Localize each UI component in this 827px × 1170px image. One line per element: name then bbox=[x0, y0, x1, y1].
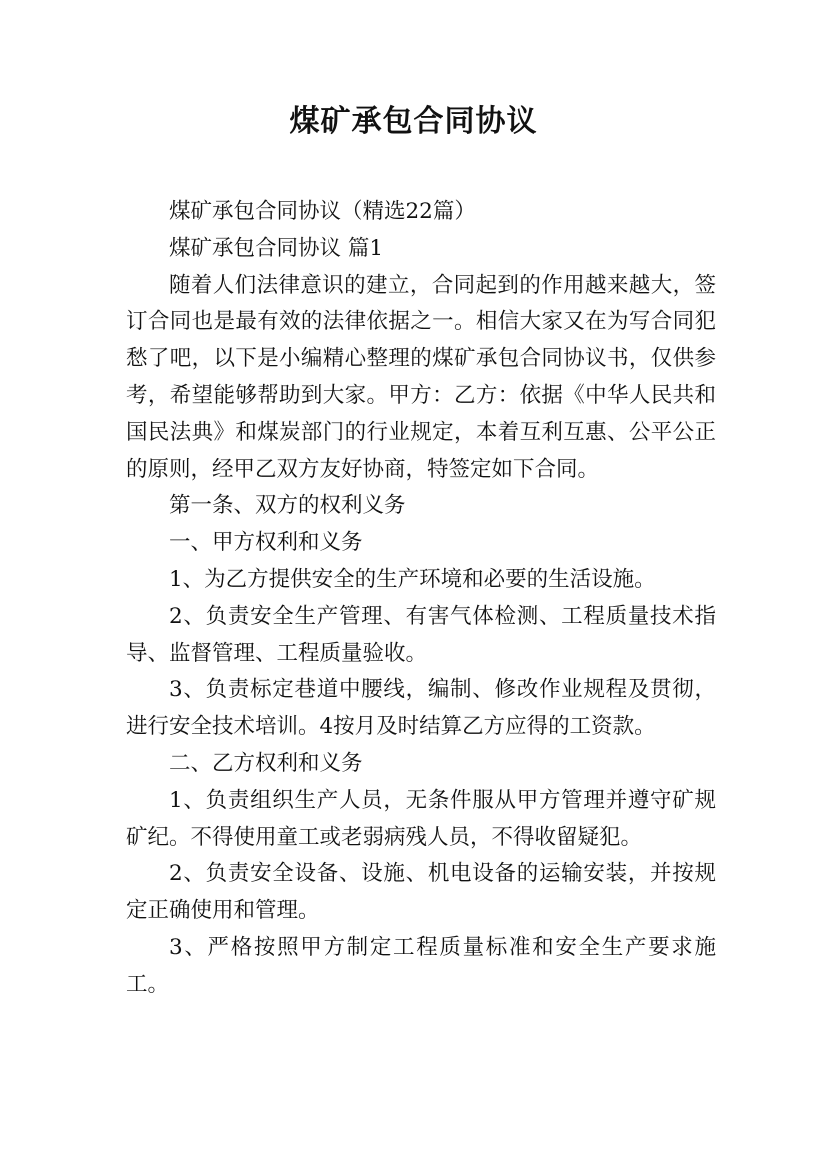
paragraph-party-b-item-2: 2、负责安全设备、设施、机电设备的运输安装，并按规定正确使用和管理。 bbox=[126, 861, 716, 924]
paragraph-party-b-item-3: 3、严格按照甲方制定工程质量标准和安全生产要求施工。 bbox=[126, 934, 716, 997]
paragraph-party-b-item-1: 1、负责组织生产人员，无条件服从甲方管理并遵守矿规矿纪。不得使用童工或老弱病残人员，不得收留疑犯。 bbox=[126, 787, 716, 850]
document-body bbox=[126, 194, 716, 1004]
document-title: 煤矿承包合同协议 bbox=[289, 104, 538, 139]
paragraph-party-a-item-3: 3、负责标定巷道中腰线，编制、修改作业规程及贯彻，进行安全技术培训。4按月及时结算乙方应得的工资款。 bbox=[126, 677, 716, 740]
paragraph-subtitle: 煤矿承包合同协议（精选22篇） bbox=[169, 199, 476, 224]
paragraph-party-a-item-2: 2、负责安全生产管理、有害气体检测、工程质量技术指导、监督管理、工程质量验收。 bbox=[126, 603, 716, 666]
paragraph-section-heading: 煤矿承包合同协议 篇1 bbox=[169, 235, 384, 261]
paragraph-party-a-item-1: 1、为乙方提供安全的生产环境和必要的生活设施。 bbox=[169, 566, 656, 592]
paragraph-party-b-heading: 二、乙方权利和义务 bbox=[169, 750, 363, 776]
paragraph-article-1: 第一条、双方的权利义务 bbox=[169, 493, 406, 519]
paragraph-party-a-heading: 一、甲方权利和义务 bbox=[169, 530, 363, 556]
paragraph-intro: 随着人们法律意识的建立，合同起到的作用越来越大，签订合同也是最有效的法律依据之一。相信大家又在为写合同犯愁了吧，以下是小编精心整理的煤矿承包合同协议书，仅供参考，希望能够帮助到大家。甲方：乙方：依据《中华人民共和国民法典》和煤炭部门的行业规定，本着互利互惠、公平公正的原则，经甲乙双方友好协商，特签定如下合同。 bbox=[126, 272, 716, 482]
